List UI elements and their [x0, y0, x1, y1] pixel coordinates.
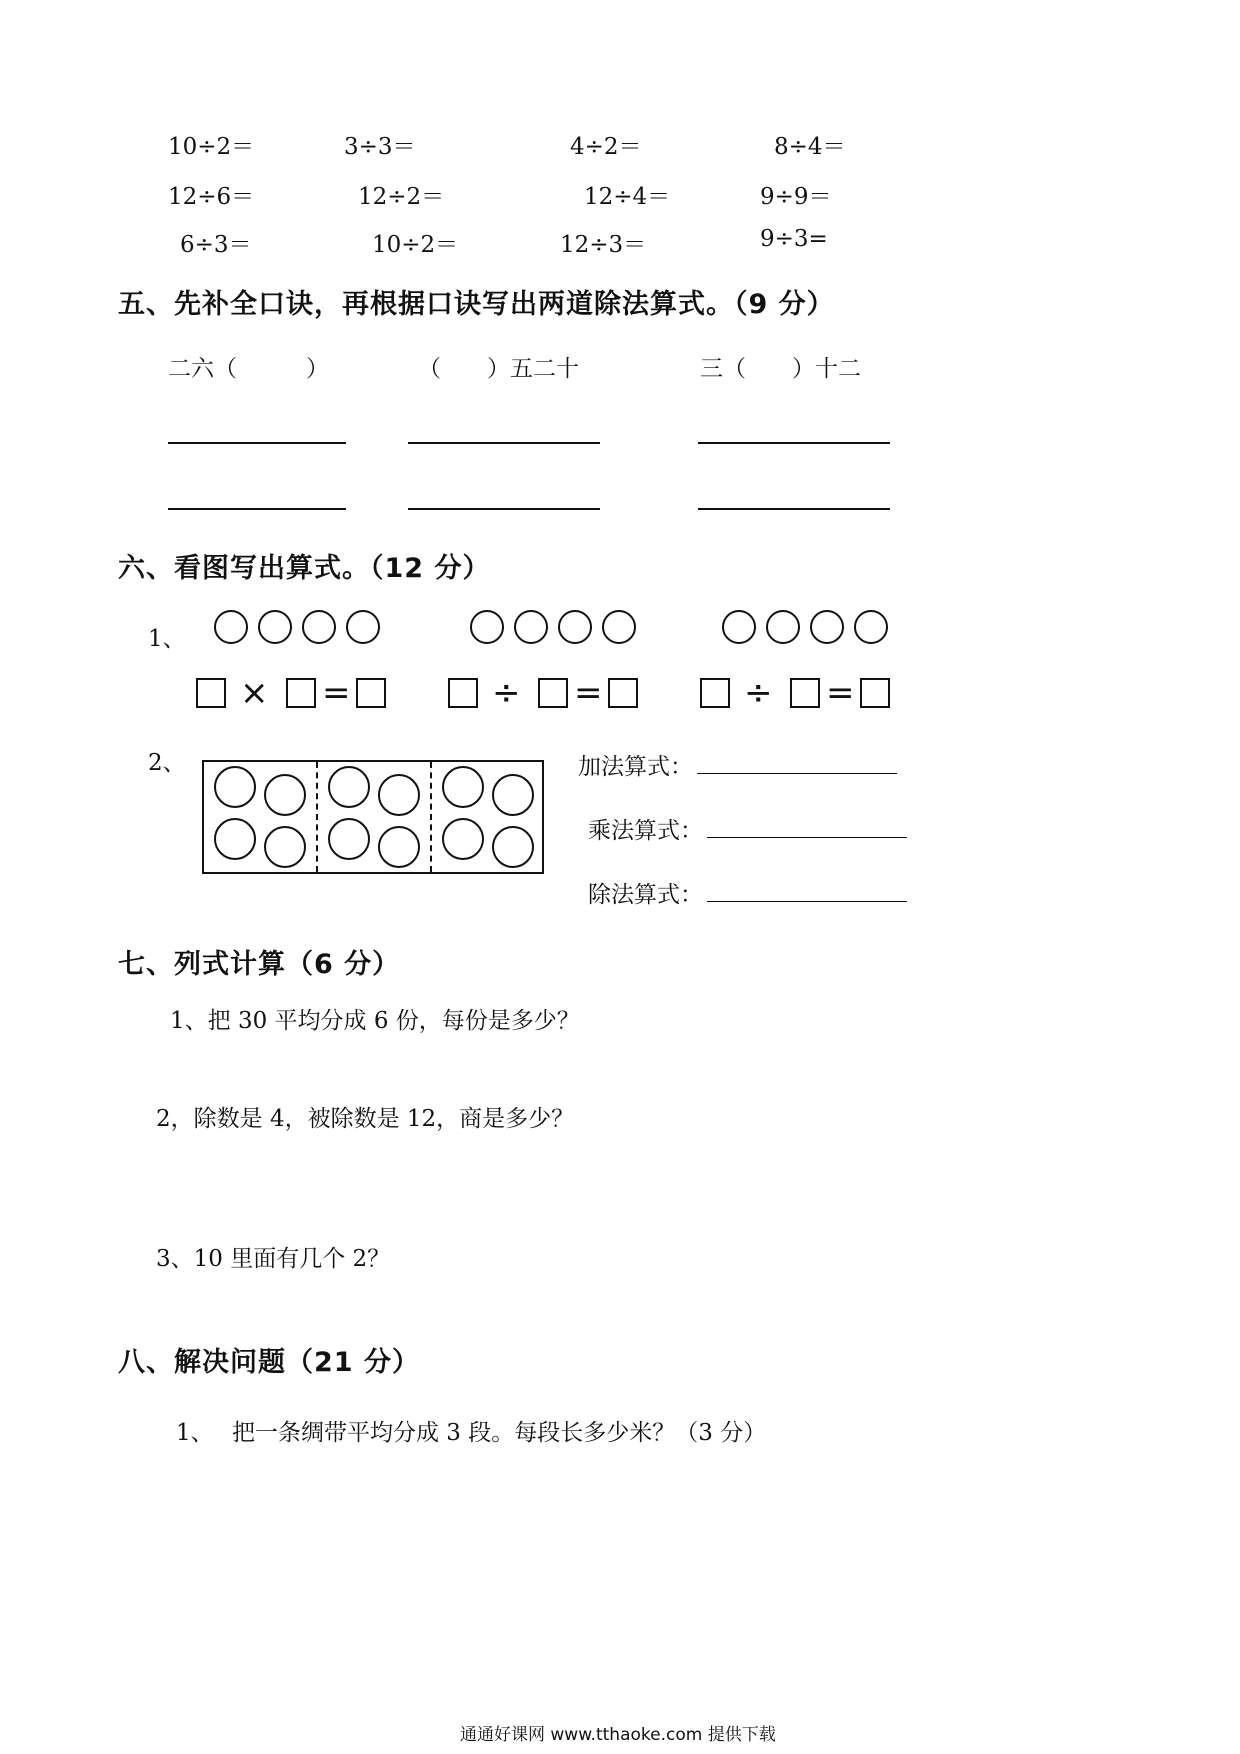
circle-icon [810, 610, 844, 644]
addition-label: 加法算式： [578, 754, 693, 780]
equation: 6÷3＝ [180, 232, 252, 258]
multiplication-label: 乘法算式： [588, 818, 703, 844]
question-number: 1、 [176, 1420, 214, 1446]
circle-icon [302, 610, 336, 644]
answer-box[interactable] [790, 678, 820, 708]
answer-box[interactable] [608, 678, 638, 708]
multiplication-label-row [588, 812, 907, 845]
answer-line[interactable] [707, 883, 907, 902]
circle-icon [492, 774, 534, 816]
rhyme-2: （ ）五二十 [418, 356, 579, 382]
equation: 3÷3＝ [344, 134, 416, 160]
answer-line[interactable] [168, 442, 346, 444]
equals-sign: = [826, 673, 855, 713]
circle-icon [442, 818, 484, 860]
equation: 8÷4＝ [774, 134, 846, 160]
answer-box[interactable] [196, 678, 226, 708]
answer-box[interactable] [356, 678, 386, 708]
equation: 9÷9＝ [760, 184, 832, 210]
rhyme-1: 二六（ ） [168, 356, 329, 382]
answer-box[interactable] [286, 678, 316, 708]
divide-sign: ÷ [492, 673, 521, 713]
circle-icon [602, 610, 636, 644]
circle-icon [442, 766, 484, 808]
question-number: 2、 [148, 750, 186, 776]
equation: 12÷3＝ [560, 232, 647, 258]
rhyme-3: 三（ ）十二 [700, 356, 861, 382]
answer-line[interactable] [698, 442, 890, 444]
question-number: 1、 [148, 626, 186, 652]
circle-icon [854, 610, 888, 644]
answer-box[interactable] [860, 678, 890, 708]
division-label-row [588, 876, 907, 909]
circle-icon [264, 774, 306, 816]
circle-icon [514, 610, 548, 644]
equals-sign: = [574, 673, 603, 713]
circle-icon [214, 766, 256, 808]
answer-line[interactable] [168, 508, 346, 510]
circle-icon [214, 610, 248, 644]
footer-text: 通通好课网 www.tthaoke.com 提供下载 [460, 1725, 776, 1745]
question-1: 把一条绸带平均分成 3 段。每段长多少米？（3 分） [232, 1420, 767, 1446]
equals-sign: = [322, 673, 351, 713]
circle-icon [378, 826, 420, 868]
dashed-divider [316, 762, 318, 872]
circle-icon [258, 610, 292, 644]
section-5-title: 五、先补全口诀，再根据口诀写出两道除法算式。（9 分） [118, 289, 835, 320]
circle-icon [722, 610, 756, 644]
question-3: 3、10 里面有几个 2？ [156, 1246, 391, 1272]
circle-icon [264, 826, 306, 868]
equation: 9÷3= [760, 226, 828, 252]
circle-icon [492, 826, 534, 868]
question-1: 1、把 30 平均分成 6 份，每份是多少？ [170, 1008, 580, 1034]
circle-icon [328, 818, 370, 860]
circle-icon [470, 610, 504, 644]
dashed-divider [430, 762, 432, 872]
section-8-title: 八、解决问题（21 分） [118, 1347, 420, 1378]
answer-box[interactable] [448, 678, 478, 708]
equation: 12÷6＝ [168, 184, 255, 210]
circle-icon [766, 610, 800, 644]
equation: 12÷4＝ [584, 184, 671, 210]
multiply-sign: × [240, 673, 269, 713]
question-2: 2，除数是 4，被除数是 12，商是多少？ [156, 1106, 575, 1132]
answer-box[interactable] [700, 678, 730, 708]
answer-box[interactable] [538, 678, 568, 708]
divide-sign: ÷ [744, 673, 773, 713]
circle-icon [558, 610, 592, 644]
equation: 10÷2＝ [372, 232, 459, 258]
answer-line[interactable] [698, 508, 890, 510]
equation: 12÷2＝ [358, 184, 445, 210]
equation: 4÷2＝ [570, 134, 642, 160]
answer-line[interactable] [707, 819, 907, 838]
section-7-title: 七、列式计算（6 分） [118, 949, 401, 980]
division-label: 除法算式： [588, 882, 703, 908]
answer-line[interactable] [697, 755, 897, 774]
circle-icon [378, 774, 420, 816]
answer-line[interactable] [408, 442, 600, 444]
circle-icon [346, 610, 380, 644]
answer-line[interactable] [408, 508, 600, 510]
section-6-title: 六、看图写出算式。（12 分） [118, 553, 491, 584]
circle-icon [214, 818, 256, 860]
equation: 10÷2＝ [168, 134, 255, 160]
circle-icon [328, 766, 370, 808]
addition-label-row [578, 748, 897, 781]
